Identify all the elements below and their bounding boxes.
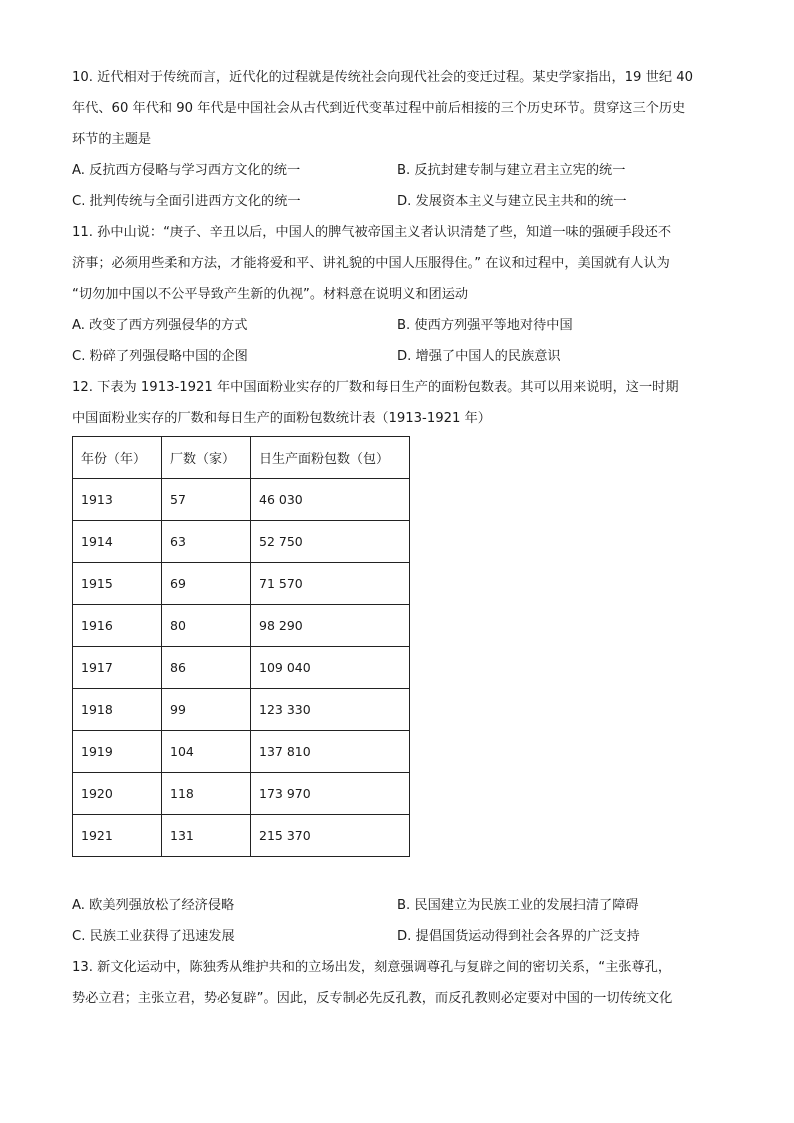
table-cell-factories: 57 <box>162 479 251 521</box>
question-10-option-a: A. 反抗西方侵略与学习西方文化的统一 <box>72 163 301 178</box>
table-cell-factories: 131 <box>162 815 251 857</box>
table-cell-year: 1914 <box>73 521 162 563</box>
question-10-option-b: B. 反抗封建专制与建立君主立宪的统一 <box>397 163 626 178</box>
table-row <box>73 815 410 857</box>
question-12-option-b: B. 民国建立为民族工业的发展扫清了障碍 <box>397 898 639 913</box>
table-cell-factories: 86 <box>162 647 251 689</box>
table-row <box>73 773 410 815</box>
question-12-option-d: D. 提倡国货运动得到社会各界的广泛支持 <box>397 929 640 944</box>
table-header-year: 年份（年） <box>73 437 162 479</box>
table-header-daily-output: 日生产面粉包数（包） <box>251 437 410 479</box>
question-13-line-2: 势必立君；主张立君，势必复辟”。因此，反专制必先反孔教，而反孔教则必定要对中国的一切传统文化 <box>72 991 673 1006</box>
question-11-option-b: B. 使西方列强平等地对待中国 <box>397 318 573 333</box>
table-row <box>73 647 410 689</box>
table-cell-year: 1920 <box>73 773 162 815</box>
table-cell-output: 46 030 <box>251 479 410 521</box>
table-cell-output: 52 750 <box>251 521 410 563</box>
table-cell-year: 1916 <box>73 605 162 647</box>
table-cell-output: 215 370 <box>251 815 410 857</box>
question-10-line-1: 10. 近代相对于传统而言，近代化的过程就是传统社会向现代社会的变迁过程。某史学家指出，19 世纪 40 <box>72 70 693 85</box>
question-11-line-2: 济事；必须用些柔和方法，才能将爱和平、讲礼貌的中国人压服得住。” 在议和过程中，美国就有人认为 <box>72 256 670 271</box>
table-cell-year: 1921 <box>73 815 162 857</box>
table-cell-output: 123 330 <box>251 689 410 731</box>
table-row <box>73 563 410 605</box>
table-cell-factories: 99 <box>162 689 251 731</box>
table-header-row <box>73 437 410 479</box>
question-10-line-3: 环节的主题是 <box>72 132 152 147</box>
table-cell-output: 98 290 <box>251 605 410 647</box>
question-13-line-1: 13. 新文化运动中，陈独秀从维护共和的立场出发，刻意强调尊孔与复辟之间的密切关系，“主张尊孔， <box>72 960 672 975</box>
table-cell-factories: 104 <box>162 731 251 773</box>
question-10-option-c: C. 批判传统与全面引进西方文化的统一 <box>72 194 301 209</box>
question-12-option-a: A. 欧美列强放松了经济侵略 <box>72 898 235 913</box>
table-row <box>73 605 410 647</box>
question-12-line-1: 12. 下表为 1913-1921 年中国面粉业实存的厂数和每日生产的面粉包数表。其可以用来说明，这一时期 <box>72 380 679 395</box>
question-10-option-d: D. 发展资本主义与建立民主共和的统一 <box>397 194 627 209</box>
table-cell-output: 71 570 <box>251 563 410 605</box>
table-header-factories: 厂数（家） <box>162 437 251 479</box>
question-11-option-a: A. 改变了西方列强侵华的方式 <box>72 318 248 333</box>
table-row <box>73 479 410 521</box>
question-11-line-3: “切勿加中国以不公平导致产生新的仇视”。材料意在说明义和团运动 <box>72 287 469 302</box>
table-cell-factories: 118 <box>162 773 251 815</box>
question-11-option-d: D. 增强了中国人的民族意识 <box>397 349 561 364</box>
table-cell-year: 1917 <box>73 647 162 689</box>
table-cell-output: 137 810 <box>251 731 410 773</box>
table-cell-factories: 63 <box>162 521 251 563</box>
table-cell-factories: 80 <box>162 605 251 647</box>
table-cell-year: 1915 <box>73 563 162 605</box>
flour-industry-table <box>72 436 410 857</box>
table-row <box>73 731 410 773</box>
table-cell-year: 1919 <box>73 731 162 773</box>
question-12-table-caption: 中国面粉业实存的厂数和每日生产的面粉包数统计表（1913-1921 年） <box>72 411 491 426</box>
question-10-line-2: 年代、60 年代和 90 年代是中国社会从古代到近代变革过程中前后相接的三个历史环节。贯穿这三个历史 <box>72 101 686 116</box>
question-11-option-c: C. 粉碎了列强侵略中国的企图 <box>72 349 248 364</box>
question-11-line-1: 11. 孙中山说：“庚子、辛丑以后，中国人的脾气被帝国主义者认识清楚了些，知道一味的强硬手段还不 <box>72 225 672 240</box>
table-cell-year: 1918 <box>73 689 162 731</box>
table-cell-factories: 69 <box>162 563 251 605</box>
question-12-option-c: C. 民族工业获得了迅速发展 <box>72 929 235 944</box>
table-row <box>73 689 410 731</box>
table-cell-year: 1913 <box>73 479 162 521</box>
table-cell-output: 109 040 <box>251 647 410 689</box>
table-row <box>73 521 410 563</box>
table-cell-output: 173 970 <box>251 773 410 815</box>
